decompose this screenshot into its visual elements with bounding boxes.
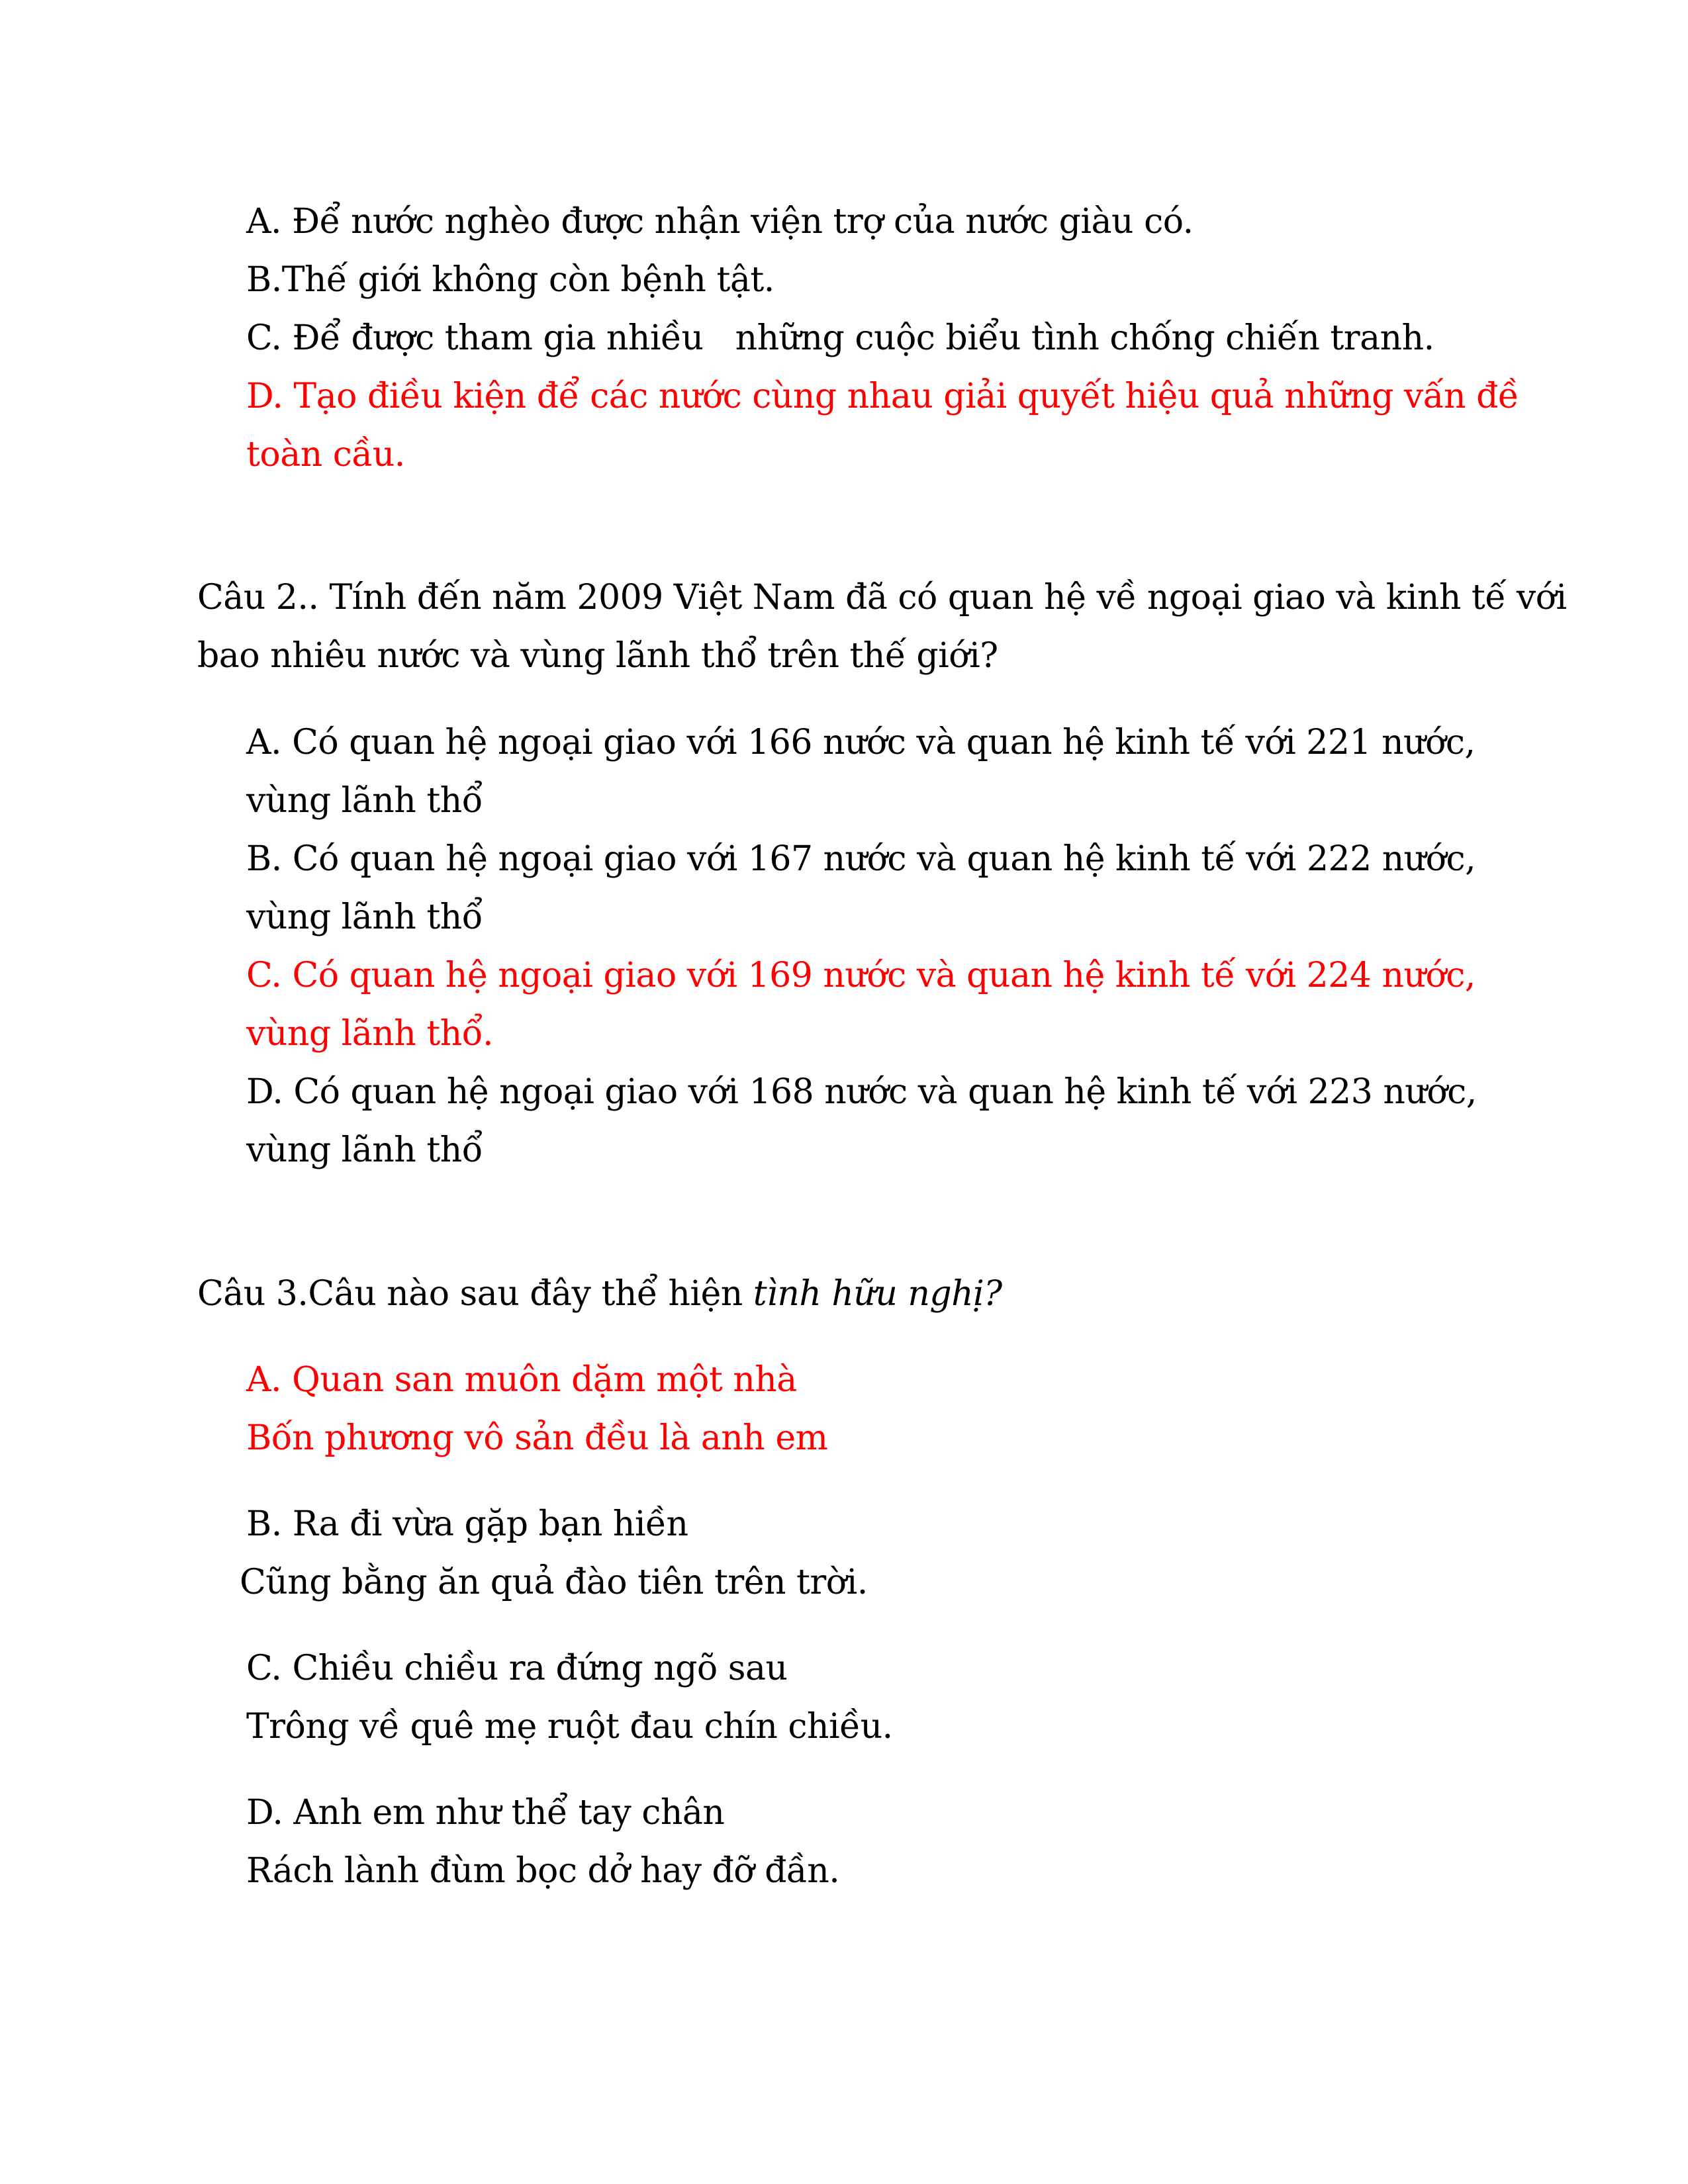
q2-option-c-line2: vùng lãnh thổ.: [246, 1014, 494, 1054]
q1-option-d-line1: D. Tạo điều kiện để các nước cùng nhau giải quyết hiệu quả những vấn đề: [246, 377, 1519, 416]
q2-option-d-line2: vùng lãnh thổ: [246, 1130, 483, 1170]
q3-option-b-line2: Cũng bằng ăn quả đào tiên trên trời.: [240, 1563, 868, 1602]
q3-option-c-line1: C. Chiều chiều ra đứng ngõ sau: [246, 1649, 788, 1688]
q2-option-a-line1: A. Có quan hệ ngoại giao với 166 nước và quan hệ kinh tế với 221 nước,: [246, 723, 1476, 762]
q2-question-line1: Câu 2.. Tính đến năm 2009 Việt Nam đã có quan hệ về ngoại giao và kinh tế với: [197, 578, 1567, 617]
q2-option-b-line1: B. Có quan hệ ngoại giao với 167 nước và quan hệ kinh tế với 222 nước,: [246, 839, 1476, 879]
q3-option-d-line1: D. Anh em như thể tay chân: [246, 1793, 725, 1833]
q3-option-a-line2: Bốn phương vô sản đều là anh em: [246, 1418, 828, 1458]
q1-option-b: B.Thế giới không còn bệnh tật.: [246, 260, 774, 300]
q3-option-a-line1: A. Quan san muôn dặm một nhà: [246, 1360, 797, 1400]
q3-option-c-line2: Trông về quê mẹ ruột đau chín chiều.: [246, 1707, 893, 1747]
q3-option-d-line2: Rách lành đùm bọc dở hay đỡ đần.: [246, 1851, 840, 1891]
q2-option-d-line1: D. Có quan hệ ngoại giao với 168 nước và quan hệ kinh tế với 223 nước,: [246, 1072, 1477, 1112]
q1-option-c: C. Để được tham gia nhiều những cuộc biểu tình chống chiến tranh.: [246, 318, 1434, 358]
q2-option-a-line2: vùng lãnh thổ: [246, 781, 483, 821]
q1-option-a: A. Để nước nghèo được nhận viện trợ của nước giàu có.: [246, 202, 1194, 242]
q3-question-prefix: Câu 3.Câu nào sau đây thể hiện: [197, 1274, 753, 1314]
q2-question-line2: bao nhiêu nước và vùng lãnh thổ trên thế giới?: [197, 636, 998, 676]
q3-question: [197, 1273, 1002, 1315]
q1-option-d-line2: toàn cầu.: [246, 435, 405, 475]
q3-option-b-line1: B. Ra đi vừa gặp bạn hiền: [246, 1504, 688, 1544]
q2-option-c-line1: C. Có quan hệ ngoại giao với 169 nước và quan hệ kinh tế với 224 nước,: [246, 956, 1476, 995]
q2-option-b-line2: vùng lãnh thổ: [246, 897, 483, 937]
q3-question-italic: tình hữu nghị?: [753, 1274, 1002, 1314]
